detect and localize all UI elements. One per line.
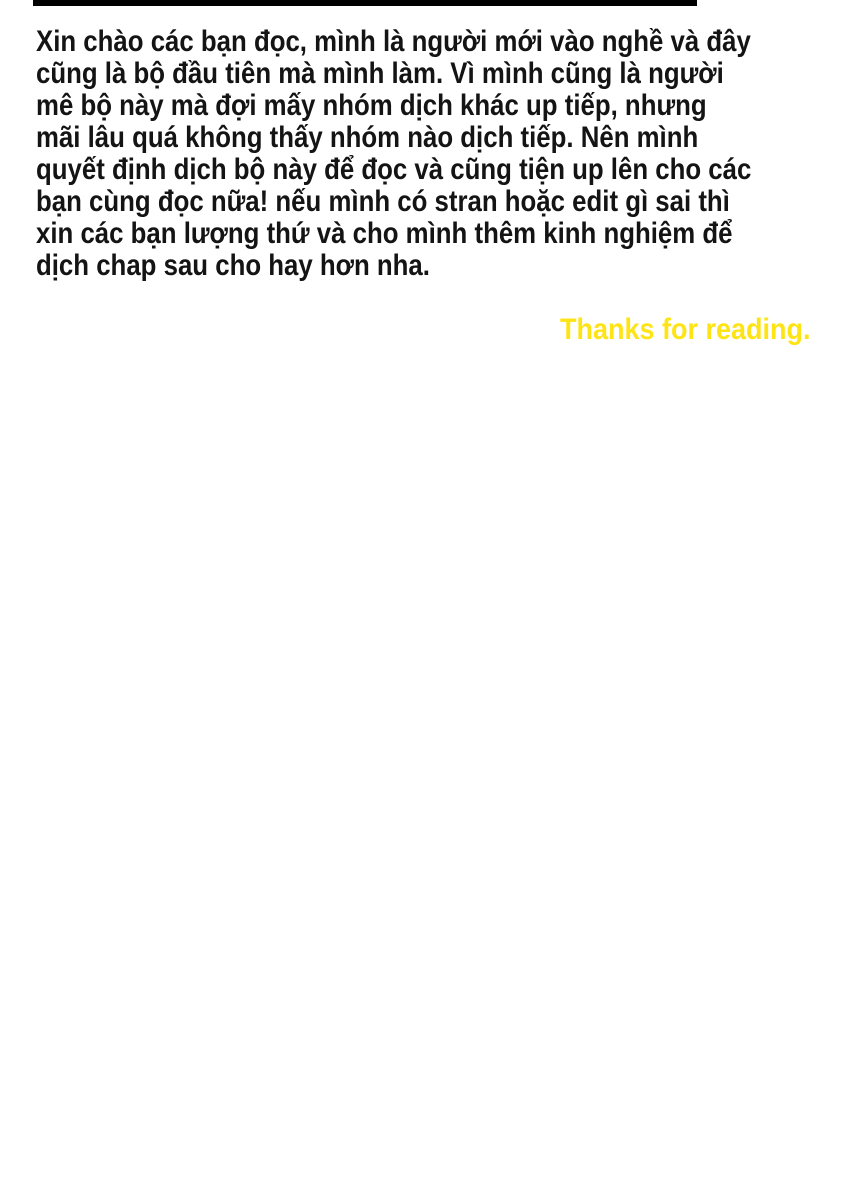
thanks-message: Thanks for reading. [560, 313, 811, 346]
note-line: mãi lâu quá không thấy nhóm nào dịch tiếp. Nên mình [36, 121, 699, 154]
translator-note [36, 26, 819, 282]
note-line: cũng là bộ đầu tiên mà mình làm. Vì mình cũng là người [36, 57, 724, 90]
note-line: quyết định dịch bộ này để đọc và cũng tiện up lên cho các [36, 153, 752, 186]
note-line: mê bộ này mà đợi mấy nhóm dịch khác up tiếp, nhưng [36, 89, 707, 122]
note-line: xin các bạn lượng thứ và cho mình thêm kinh nghiệm để [36, 217, 733, 250]
top-scan-artifact-bar [33, 0, 697, 6]
note-line: Xin chào các bạn đọc, mình là người mới vào nghề và đây [36, 25, 751, 58]
note-line: bạn cùng đọc nữa! nếu mình có stran hoặc edit gì sai thì [36, 185, 730, 218]
note-line: dịch chap sau cho hay hơn nha. [36, 249, 430, 282]
